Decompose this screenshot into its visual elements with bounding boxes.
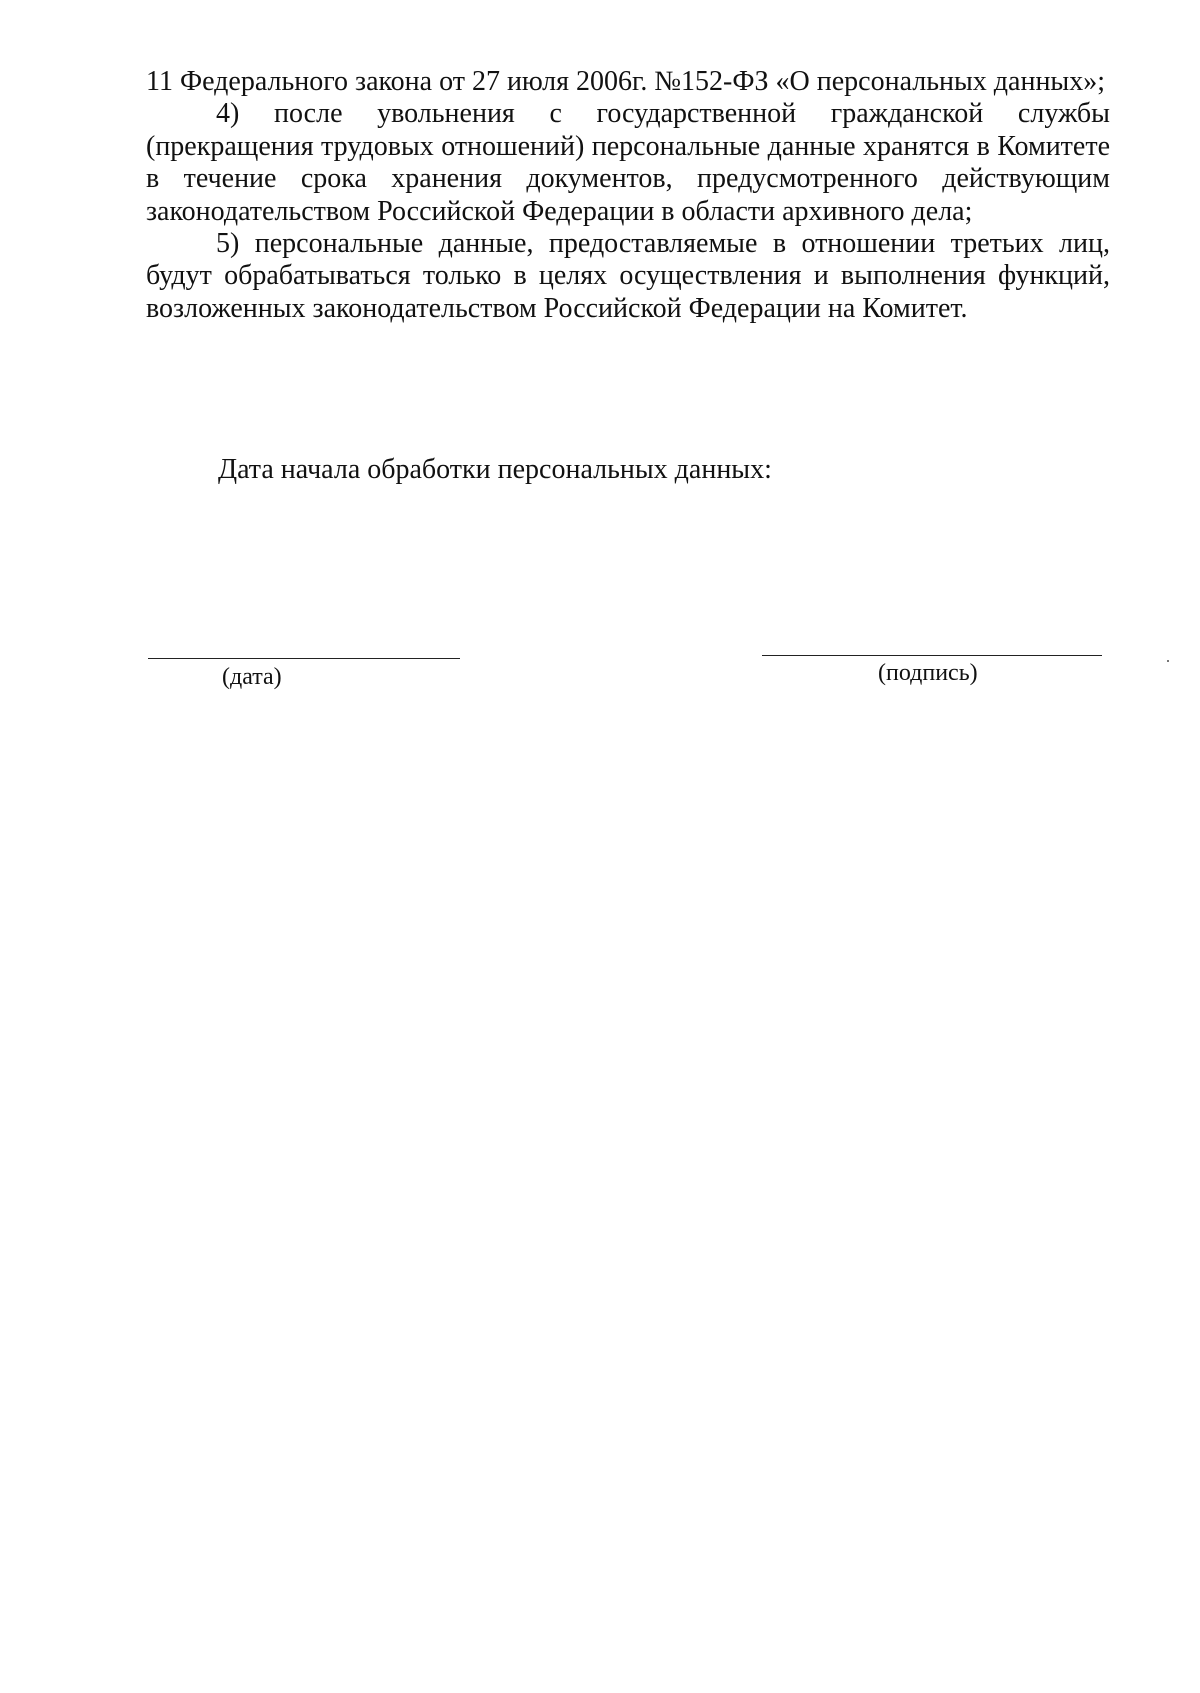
signature-blank-line bbox=[762, 655, 1102, 656]
date-blank-line bbox=[148, 658, 460, 659]
scan-speck bbox=[1167, 660, 1169, 662]
date-caption: (дата) bbox=[222, 664, 282, 690]
paragraph-item-4: 4) после увольнения с государственной гражданской службы (прекращения трудовых отношений) персональные данные хранятся в Комитете в течение срока хранения документов, предусмотренного действующим законодательством Российской Федерации в области архивного дела; bbox=[146, 98, 1110, 227]
signature-caption: (подпись) bbox=[878, 660, 978, 686]
paragraph-item-5: 5) персональные данные, предоставляемые в отношении третьих лиц, будут обрабатываться только в целях осуществления и выполнения функций, возложенных законодательством Российской Федерации на Комитет. bbox=[146, 228, 1110, 324]
document-body bbox=[146, 66, 1110, 325]
processing-start-label: Дата начала обработки персональных данных: bbox=[218, 454, 772, 485]
paragraph-law-reference: 11 Федерального закона от 27 июля 2006г. №152-ФЗ «О персональных данных»; bbox=[146, 66, 1106, 97]
